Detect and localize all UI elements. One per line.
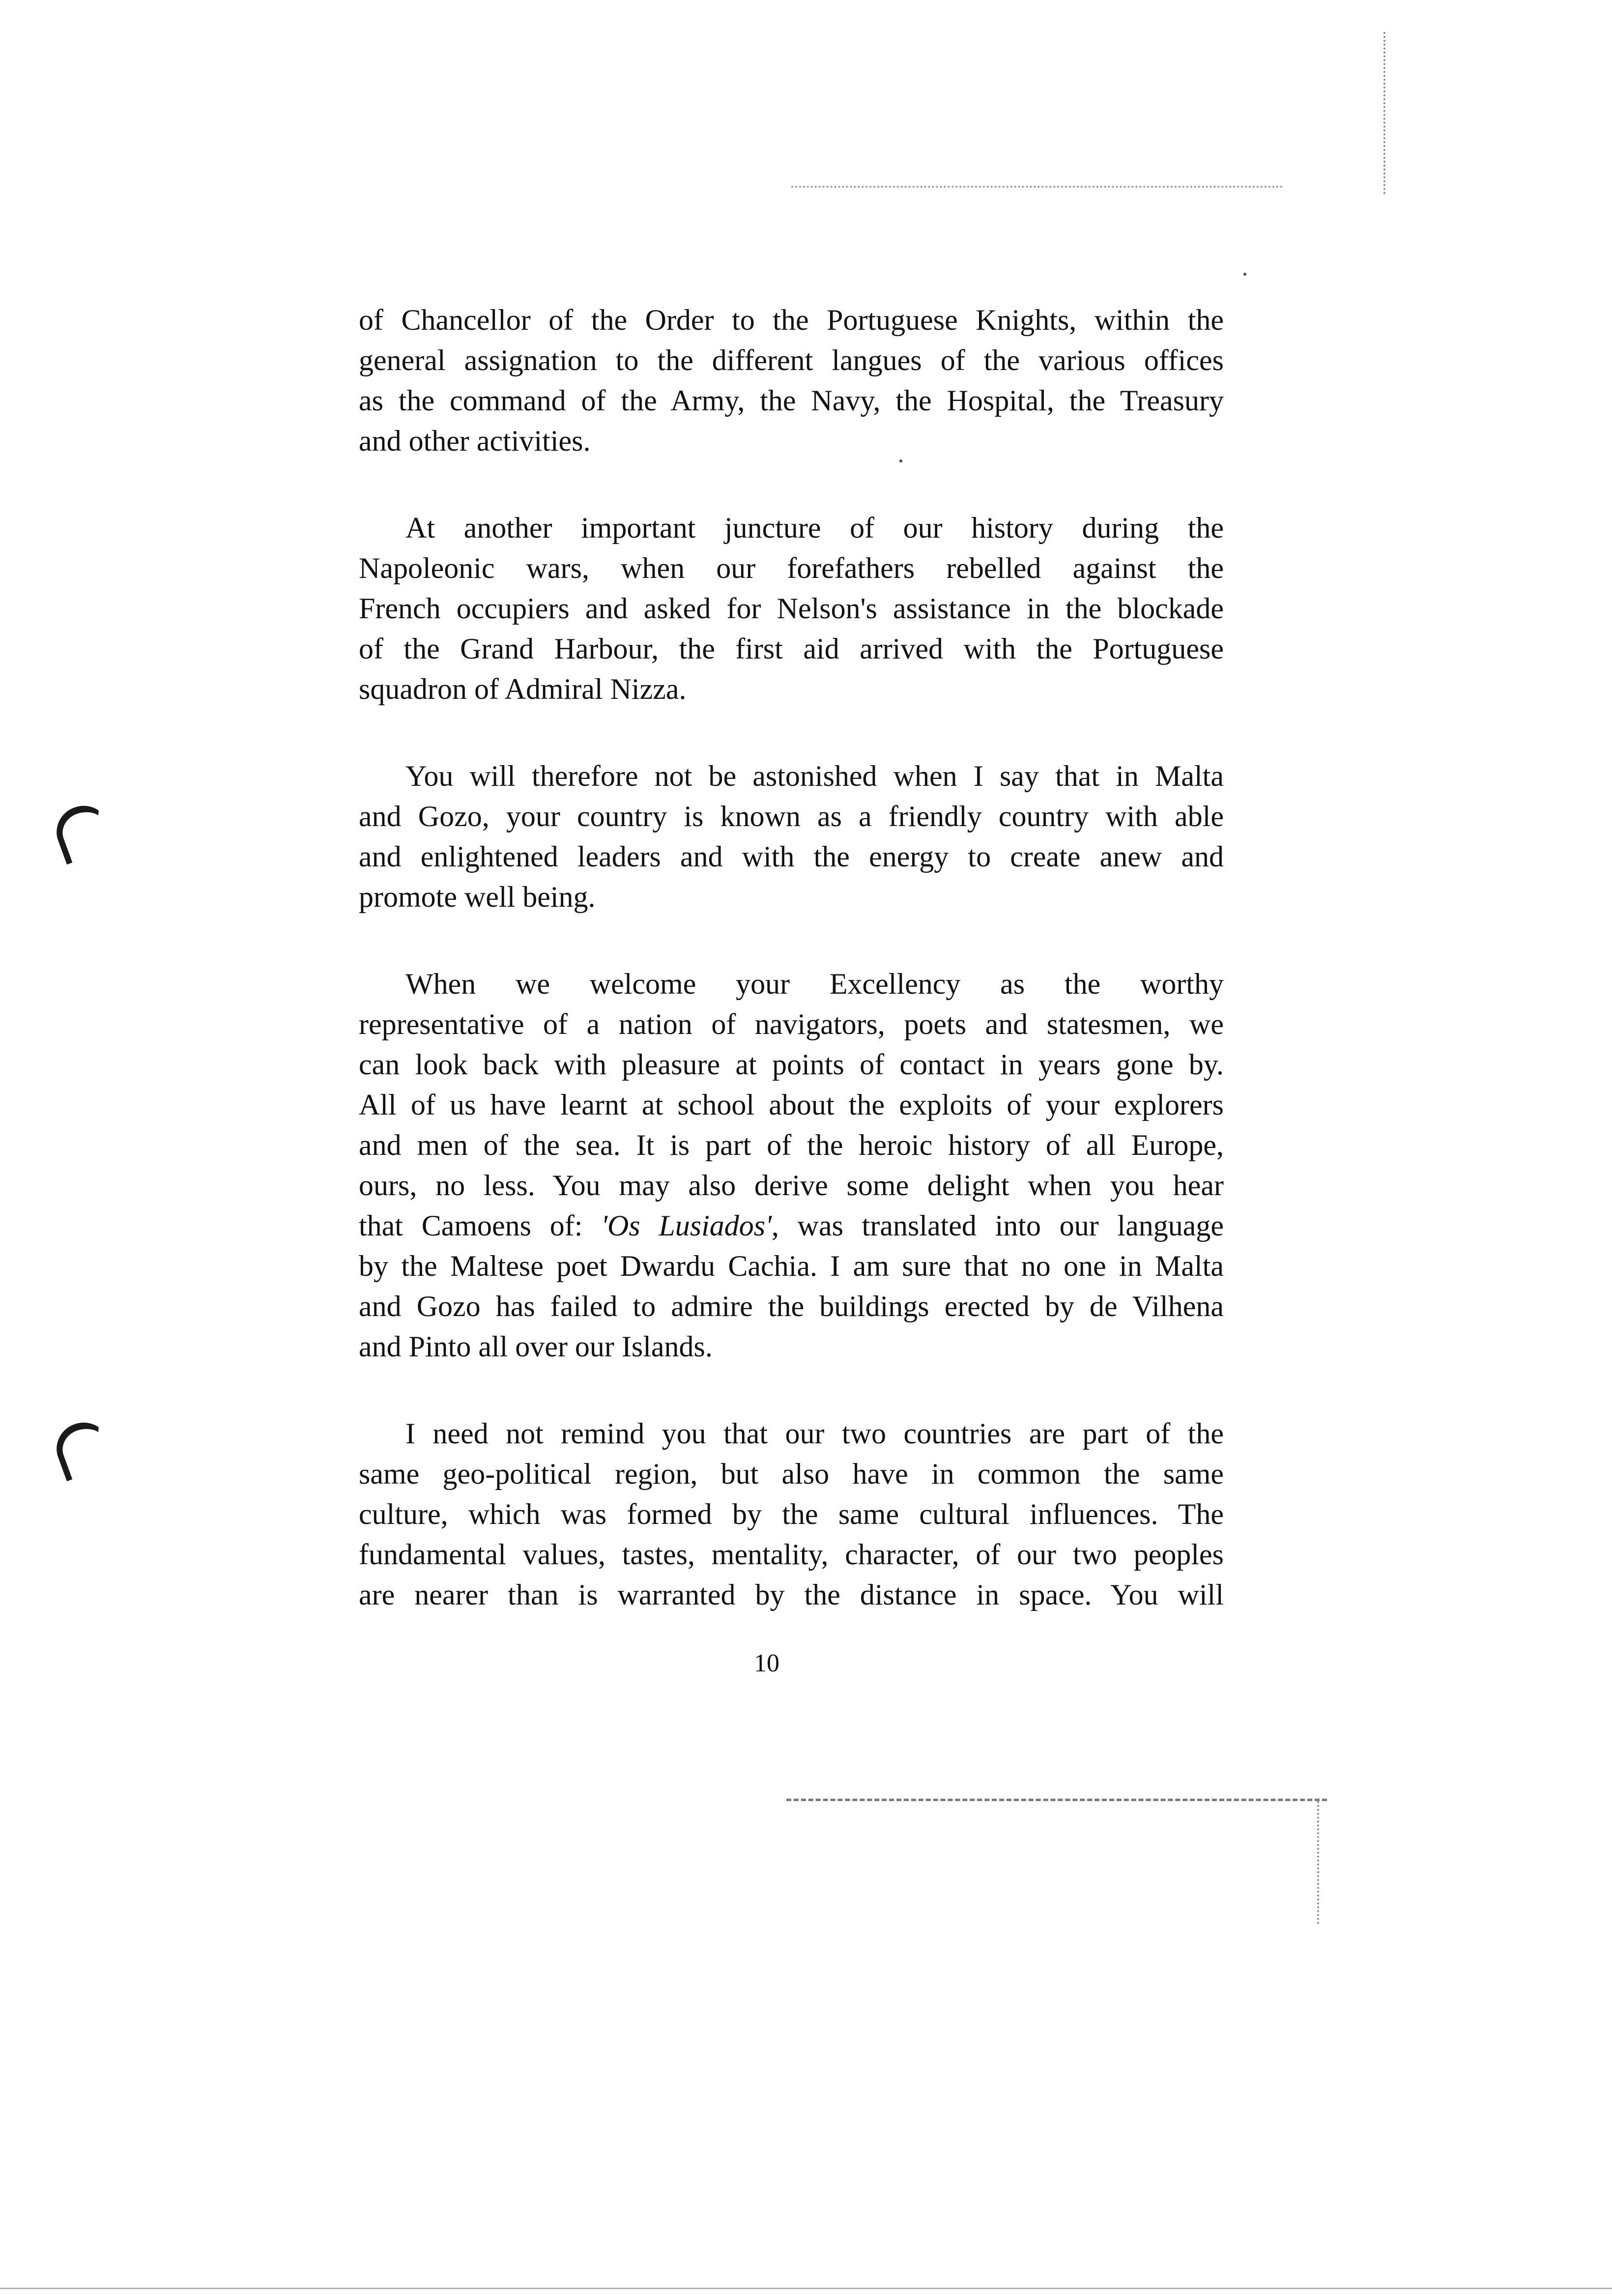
text-line: Napoleonic wars, when our forefathers rebelled against the [359, 552, 1224, 584]
text-line-with-title [359, 1205, 1224, 1246]
text-line: squadron of Admiral Nizza. [359, 673, 687, 705]
text-line: and enlightened leaders and with the energy to create anew and [359, 840, 1224, 873]
scan-artifact-bottom-right [1317, 1801, 1319, 1924]
text-line: When we welcome your Excellency as the worthy [405, 968, 1224, 1000]
text-line: and Pinto all over our Islands. [359, 1330, 713, 1363]
text-line: At another important juncture of our history during the [405, 512, 1224, 544]
text-line: representative of a nation of navigators, poets and statesmen, we [359, 1008, 1224, 1040]
scan-artifact-bottom [786, 1799, 1327, 1801]
text-line: general assignation to the different langues of the various offices [359, 344, 1224, 376]
page-bottom-edge [0, 2288, 1612, 2289]
paragraph-4 [359, 964, 1224, 1367]
text-line: can look back with pleasure at points of contact in years gone by. [359, 1048, 1224, 1081]
text-segment: , was translated into our language [771, 1209, 1224, 1242]
text-line: are nearer than is warranted by the distance in space. You will [359, 1578, 1224, 1611]
scan-artifact-top-right [1383, 32, 1385, 194]
paragraph-5 [359, 1413, 1224, 1615]
text-line: All of us have learnt at school about the exploits of your explorers [359, 1089, 1224, 1121]
text-line: French occupiers and asked for Nelson's assistance in the blockade [359, 592, 1224, 625]
paragraph-3 [359, 756, 1224, 917]
page-number: 10 [754, 1649, 779, 1677]
text-line: of the Grand Harbour, the first aid arrived with the Portuguese [359, 632, 1224, 665]
text-line: by the Maltese poet Dwardu Cachia. I am sure that no one in Malta [359, 1250, 1224, 1282]
text-line: promote well being. [359, 881, 596, 913]
binder-hole-mark-upper [49, 799, 116, 865]
text-line: and Gozo, your country is known as a friendly country with able [359, 800, 1224, 832]
text-line: and men of the sea. It is part of the heroic history of all Europe, [359, 1129, 1224, 1161]
body-text [359, 300, 1224, 1662]
text-line: ours, no less. You may also derive some delight when you hear [359, 1169, 1224, 1202]
text-line: as the command of the Army, the Navy, the Hospital, the Treasury [359, 384, 1224, 417]
text-line: culture, which was formed by the same cultural influences. The [359, 1498, 1224, 1530]
text-line: of Chancellor of the Order to the Portuguese Knights, within the [359, 304, 1224, 336]
text-line: and Gozo has failed to admire the buildings erected by de Vilhena [359, 1290, 1224, 1322]
text-segment: that Camoens of: [359, 1209, 602, 1242]
poem-title: 'Os Lusiados' [601, 1209, 772, 1242]
scan-speck [1243, 273, 1246, 276]
paragraph-1 [359, 300, 1224, 461]
text-line: I need not remind you that our two countries are part of the [405, 1417, 1224, 1450]
text-line: fundamental values, tastes, mentality, character, of our two peoples [359, 1538, 1224, 1571]
text-line: You will therefore not be astonished when I say that in Malta [405, 760, 1224, 792]
text-line: same geo-political region, but also have in common the same [359, 1458, 1224, 1490]
text-line: and other activities. [359, 425, 591, 457]
paragraph-2 [359, 508, 1224, 709]
scan-artifact-top [791, 186, 1283, 188]
binder-hole-mark-lower [49, 1415, 116, 1482]
